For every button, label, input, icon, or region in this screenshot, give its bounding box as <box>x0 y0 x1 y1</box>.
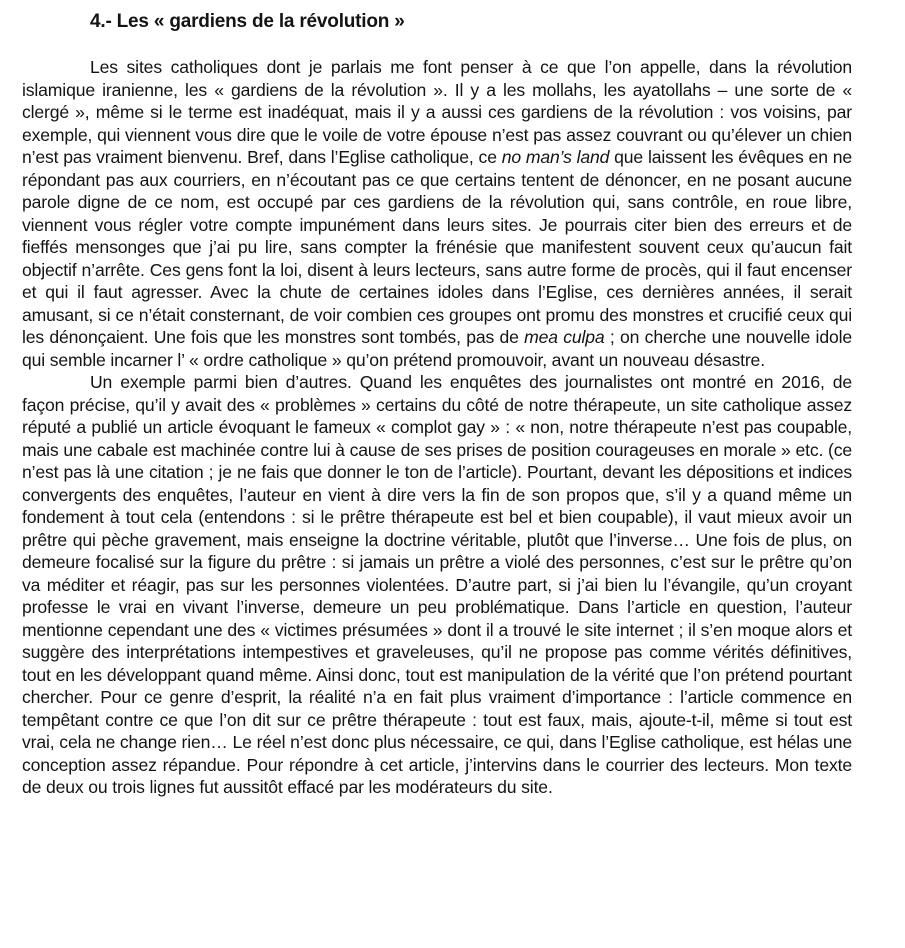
paragraph-1-text-c: ; on cherche une nouvelle idole qui semble incarner l’ « ordre catholique » qu’on prétend promouvoir, avant un nouveau désastre. <box>22 327 852 370</box>
paragraph-1-text-a: Les sites catholiques dont je parlais me font penser à ce que l’on appelle, dans la révolution islamique iranienne, les « gardiens de la révolution ». Il y a les mollahs, les ayatollahs – une sorte de « clergé », même si le terme est inadéquat, mais il y a aussi ces gardiens de la révolution : vos voisins, par exemple, qui viennent vous dire que le voile de votre épouse n’est pas assez couvrant ou qu’élever un chien n’est pas vraiment bienvenu. Bref, dans l’Eglise catholique, ce <box>22 57 852 167</box>
paragraph-1 <box>22 56 852 371</box>
paragraph-1-italic-mea-culpa: mea culpa <box>524 327 605 347</box>
paragraph-2: Un exemple parmi bien d’autres. Quand les enquêtes des journalistes ont montré en 2016, de façon précise, qu’il y avait des « problèmes » certains du côté de notre thérapeute, un site catholique assez réputé a publié un article évoquant le fameux « complot gay » : « non, notre thérapeute n’est pas coupable, mais une cabale est machinée contre lui à cause de ses prises de position courageuses en morale » etc. (ce n’est pas là une citation ; je ne fais que donner le ton de l’article). Pourtant, devant les dépositions et indices convergents des enquêtes, l’auteur en vient à dire vers la fin de son propos que, s’il y a quand même un fondement à tout cela (entendons : si le prêtre thérapeute est bel et bien coupable), il vaut mieux avoir un prêtre qui pèche gravement, mais enseigne la doctrine véritable, plutôt que l’inverse… Une fois de plus, on demeure focalisé sur la figure du prêtre : si jamais un prêtre a violé des personnes, c’est sur le prêtre qu’on va méditer et réagir, pas sur les personnes violentées. D’autre part, si j’ai bien lu l’évangile, qu’un croyant professe le vrai en vivant l’inverse, demeure un peu problématique. Dans l’article en question, l’auteur mentionne cependant une des « victimes présumées » dont il a trouvé le site internet ; il s’en moque alors et suggère des interprétations intempestives et graveleuses, qu’il ne propose pas comme vérités définitives, tout en les développant quand même. Ainsi donc, tout est manipulation de la vérité que l’on prétend pourtant chercher. Pour ce genre d’esprit, la réalité n’a en fait plus vraiment d’importance : l’article commence en tempêtant contre ce que l’on dit sur ce prêtre thérapeute : tout est faux, mais, ajoute-t-il, même si tout est vrai, cela ne change rien… Le réel n’est donc plus nécessaire, ce qui, dans l’Eglise catholique, est hélas une conception assez répandue. Pour répondre à cet article, j’intervins dans le courrier des lecteurs. Mon texte de deux ou trois lignes fut aussitôt effacé par les modérateurs du site. <box>22 372 852 797</box>
section-heading: 4.- Les « gardiens de la révolution » <box>90 11 405 32</box>
paragraph-1-text-b: que laissent les évêques en ne répondant pas aux courriers, en n’écoutant pas ce que certains tentent de dénoncer, en ne posant aucune parole digne de ce nom, est occupé par ces gardiens de la révolution qui, sans contrôle, en roue libre, viennent vous régler votre compte impunément dans leurs sites. Je pourrais citer bien des erreurs et de fieffés mensonges que j’ai pu lire, sans compter la frénésie que manifestent souvent ceux qu’aucun fait objectif n’arrête. Ces gens font la loi, disent à leurs lecteurs, sans autre forme de procès, qui il faut encenser et qui il faut agresser. Avec la chute de certaines idoles dans l’Eglise, ces dernières années, il serait amusant, si ce n’était consternant, de voir combien ces groupes ont promu des monstres et crucifié ceux qui les dénonçaient. Une fois que les monstres sont tombés, pas de <box>22 147 852 347</box>
document-body <box>22 56 852 799</box>
paragraph-1-italic-no-mans-land: no man’s land <box>501 147 610 167</box>
